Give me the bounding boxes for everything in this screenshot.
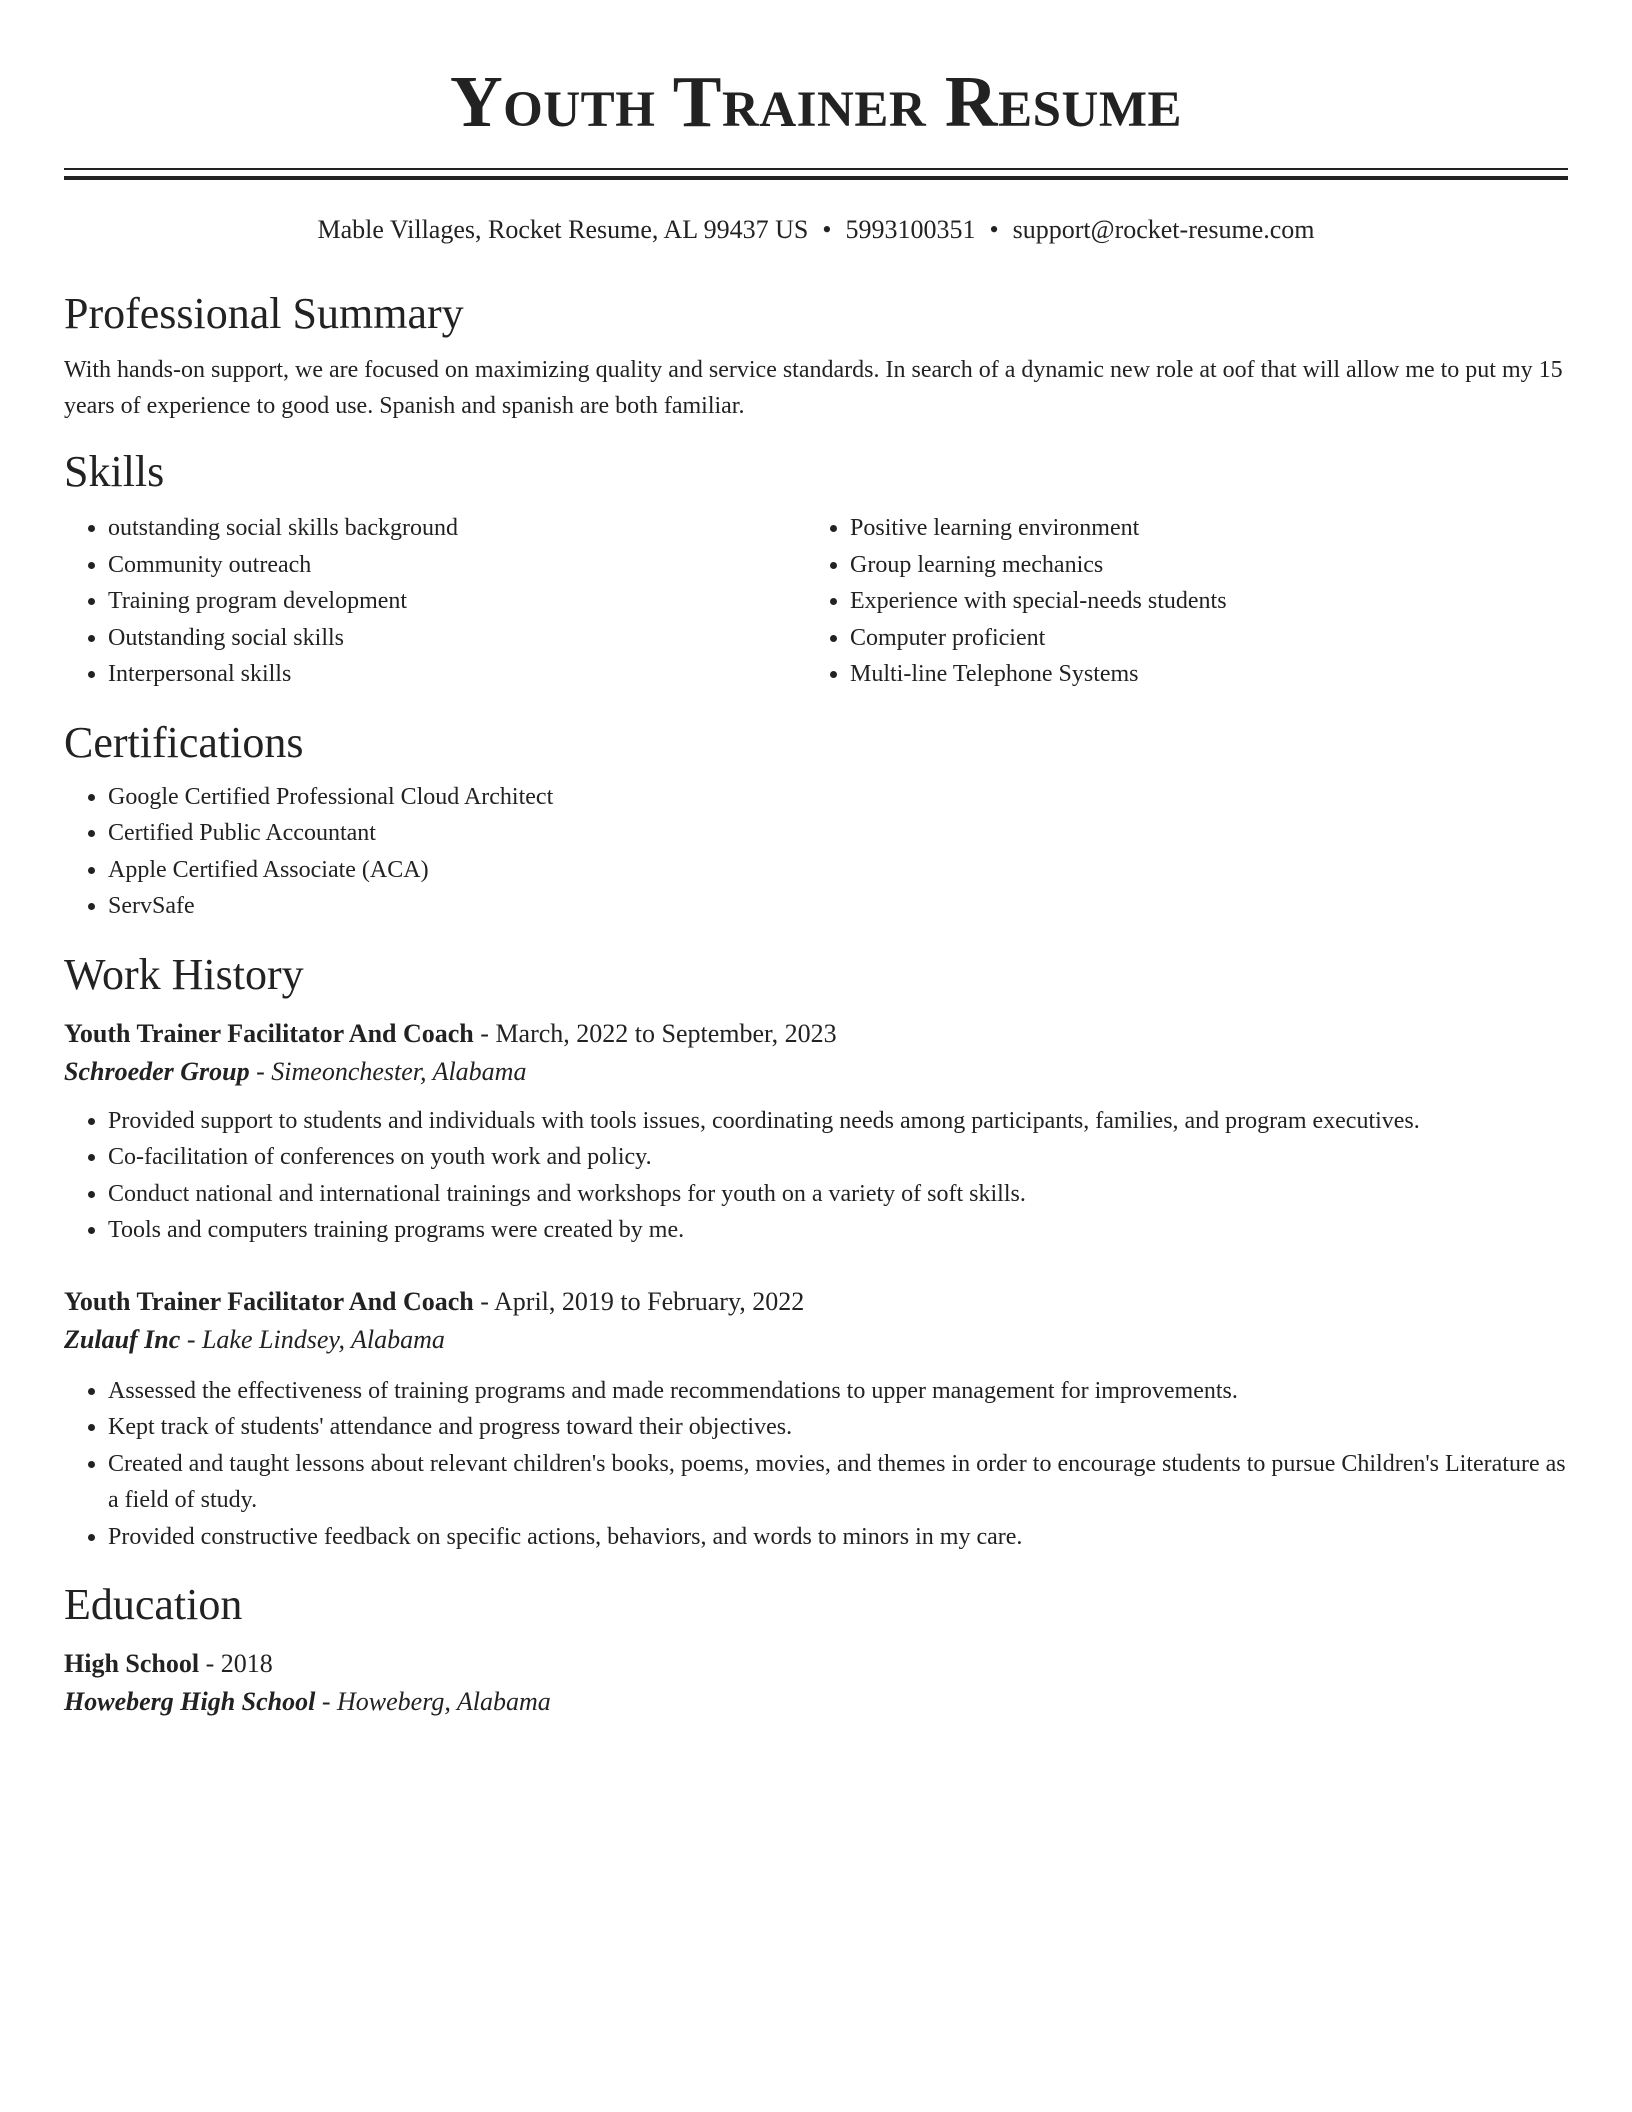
certification-item: • ServSafe [108, 888, 1568, 925]
job-title-line [64, 1283, 1568, 1321]
job-bullets [64, 1103, 1568, 1249]
job-bullet: • Assessed the effectiveness of training programs and made recommendations to upper management for improvements. [108, 1373, 1568, 1410]
job-bullet: • Provided support to students and individuals with tools issues, coordinating needs among participants, families, and program executives. [108, 1103, 1568, 1140]
skill-item: • Experience with special-needs students [850, 583, 1548, 620]
job-bullet: • Conduct national and international trainings and workshops for youth on a variety of soft skills. [108, 1176, 1568, 1213]
skills-list-left [64, 510, 806, 693]
skills-list-right [806, 510, 1548, 693]
work-history-heading: Work History [64, 949, 304, 999]
job-location: - Simeonchester, Alabama [249, 1056, 527, 1086]
resume-page [64, 0, 1568, 1721]
job-bullet: • Provided constructive feedback on specific actions, behaviors, and words to minors in my care. [108, 1519, 1568, 1556]
skill-item: • Training program development [108, 583, 806, 620]
skills-column-right [806, 510, 1548, 693]
job-title: Youth Trainer Facilitator And Coach [64, 1286, 474, 1316]
contact-email: support@rocket-resume.com [1012, 215, 1315, 244]
certification-item: • Certified Public Accountant [108, 815, 1568, 852]
job-dates: - March, 2022 to September, 2023 [473, 1018, 837, 1048]
skill-item: • Multi-line Telephone Systems [850, 656, 1548, 693]
skill-item: • Group learning mechanics [850, 547, 1548, 584]
education-heading: Education [64, 1580, 243, 1629]
job-bullet: • Co-facilitation of conferences on youth work and policy. [108, 1139, 1568, 1176]
contact-separator: • [989, 215, 999, 244]
skill-item: • outstanding social skills background [108, 510, 806, 547]
job-title-line [64, 1015, 1568, 1053]
skills-grid [64, 510, 1568, 693]
summary-text: With hands-on support, we are focused on maximizing quality and service standards. In search of a dynamic new role at oof that will allow me to put my 15 years of experience to good use. Spanish and spanish are both familiar. [64, 357, 1563, 419]
certifications-heading: Certifications [64, 717, 304, 767]
education-school: Howeberg High School [64, 1687, 316, 1716]
title-divider-thin [64, 168, 1568, 170]
job-dates: - April, 2019 to February, 2022 [473, 1286, 805, 1316]
certification-item: • Google Certified Professional Cloud Architect [108, 779, 1568, 816]
skill-item: • Community outreach [108, 547, 806, 584]
job-company-line [64, 1053, 1568, 1091]
title-divider-thick [64, 176, 1568, 180]
job-bullet: • Kept track of students' attendance and progress toward their objectives. [108, 1409, 1568, 1446]
skill-item: • Interpersonal skills [108, 656, 806, 693]
skill-item: • Positive learning environment [850, 510, 1548, 547]
contact-phone: 5993100351 [845, 215, 976, 244]
education-location: - Howeberg, Alabama [315, 1687, 551, 1716]
certifications-list [64, 779, 1568, 925]
education-school-line [64, 1683, 1568, 1721]
education-degree: High School [64, 1649, 200, 1678]
skill-item: • Outstanding social skills [108, 620, 806, 657]
contact-address: Mable Villages, Rocket Resume, AL 99437 US [317, 215, 809, 244]
job-bullet: • Tools and computers training programs were created by me. [108, 1212, 1568, 1249]
skill-item: • Computer proficient [850, 620, 1548, 657]
job-bullets [64, 1373, 1568, 1556]
contact-line [64, 214, 1568, 246]
summary-heading: Professional Summary [64, 289, 464, 338]
certification-item: • Apple Certified Associate (ACA) [108, 852, 1568, 889]
job-company-line [64, 1321, 1568, 1359]
job-company: Zulauf Inc [64, 1324, 181, 1354]
education-degree-line [64, 1645, 1568, 1683]
job-bullet: • Created and taught lessons about relevant children's books, poems, movies, and themes in order to encourage students to pursue Children's Literature as a field of study. [108, 1446, 1568, 1519]
job-title: Youth Trainer Facilitator And Coach [64, 1018, 474, 1048]
job-company: Schroeder Group [64, 1056, 250, 1086]
skills-heading: Skills [64, 447, 165, 496]
education-year: - 2018 [199, 1649, 273, 1678]
resume-title: Youth Trainer Resume [449, 61, 1183, 142]
skills-column-left [64, 510, 806, 693]
job-location: - Lake Lindsey, Alabama [180, 1324, 445, 1354]
contact-separator: • [822, 215, 832, 244]
